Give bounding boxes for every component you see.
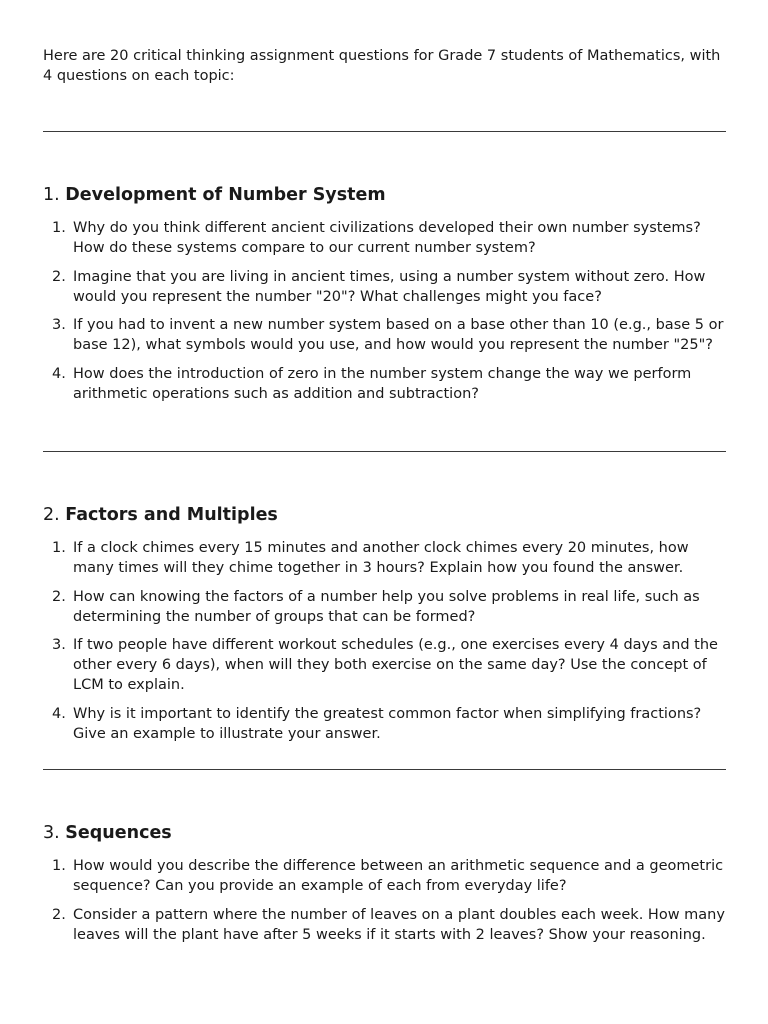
question-item — [43, 704, 726, 744]
question-number: 2. — [52, 588, 66, 605]
section-title: Development of Number System — [65, 185, 386, 205]
question-text: Why is it important to identify the greatest common factor when simplifying fractions? Give an example to illustrate your answer. — [73, 705, 702, 742]
section-heading — [43, 822, 726, 844]
question-number: 3. — [52, 317, 66, 333]
question-list — [43, 218, 726, 404]
question-number: 1. — [52, 858, 66, 874]
question-number: 1. — [52, 220, 66, 236]
question-number: 3. — [52, 637, 66, 653]
question-text: Consider a pattern where the number of leaves on a plant doubles each week. How many leaves will the plant have after 5 weeks if it starts with 2 leaves? Show your reasoning. — [73, 906, 725, 943]
question-item — [43, 905, 726, 945]
question-item — [43, 218, 726, 258]
question-text: If two people have different workout schedules (e.g., one exercises every 4 days and the other every 6 days), when will they both exercise on the same day? Use the concept of LCM to explain. — [73, 637, 718, 693]
question-text: How would you describe the difference between an arithmetic sequence and a geometric sequence? Can you provide an example of each from everyday life? — [73, 858, 724, 894]
section-number: 2. — [43, 505, 60, 525]
question-text: How can knowing the factors of a number help you solve problems in real life, such as determining the number of groups that can be formed? — [73, 588, 700, 625]
section-number: 1. — [43, 185, 60, 205]
section-development-of-number-system — [43, 184, 726, 412]
intro-paragraph: Here are 20 critical thinking assignment questions for Grade 7 students of Mathematics, with 4 questions on each topic: — [43, 48, 721, 84]
question-text: If you had to invent a new number system based on a base other than 10 (e.g., base 5 or base 12), what symbols would you use, and how would you represent the number "25"? — [73, 317, 724, 353]
question-number: 2. — [52, 268, 66, 285]
question-text: Imagine that you are living in ancient times, using a number system without zero. How would you represent the number "20"? What challenges might you face? — [73, 268, 706, 305]
question-text: Why do you think different ancient civilizations developed their own number systems? How do these systems compare to our current number system? — [73, 220, 701, 256]
section-heading — [43, 184, 726, 206]
question-item — [43, 538, 726, 578]
divider — [43, 451, 726, 452]
question-text: How does the introduction of zero in the number system change the way we perform arithmetic operations such as addition and subtraction? — [73, 365, 692, 402]
question-number: 4. — [52, 705, 66, 722]
question-number: 4. — [52, 365, 66, 382]
question-item — [43, 315, 726, 355]
question-number: 2. — [52, 906, 66, 923]
section-sequences — [43, 822, 726, 953]
question-item — [43, 364, 726, 404]
question-item — [43, 635, 726, 695]
question-text: If a clock chimes every 15 minutes and another clock chimes every 20 minutes, how many times will they chime together in 3 hours? Explain how you found the answer. — [73, 540, 689, 576]
section-title: Sequences — [65, 823, 172, 843]
question-item — [43, 587, 726, 627]
section-number: 3. — [43, 823, 60, 843]
question-item — [43, 267, 726, 307]
section-heading — [43, 504, 726, 526]
section-factors-and-multiples — [43, 504, 726, 752]
question-item — [43, 856, 726, 896]
question-number: 1. — [52, 540, 66, 556]
divider — [43, 131, 726, 132]
question-list — [43, 856, 726, 945]
divider — [43, 769, 726, 770]
question-list — [43, 538, 726, 744]
section-title: Factors and Multiples — [65, 505, 278, 525]
